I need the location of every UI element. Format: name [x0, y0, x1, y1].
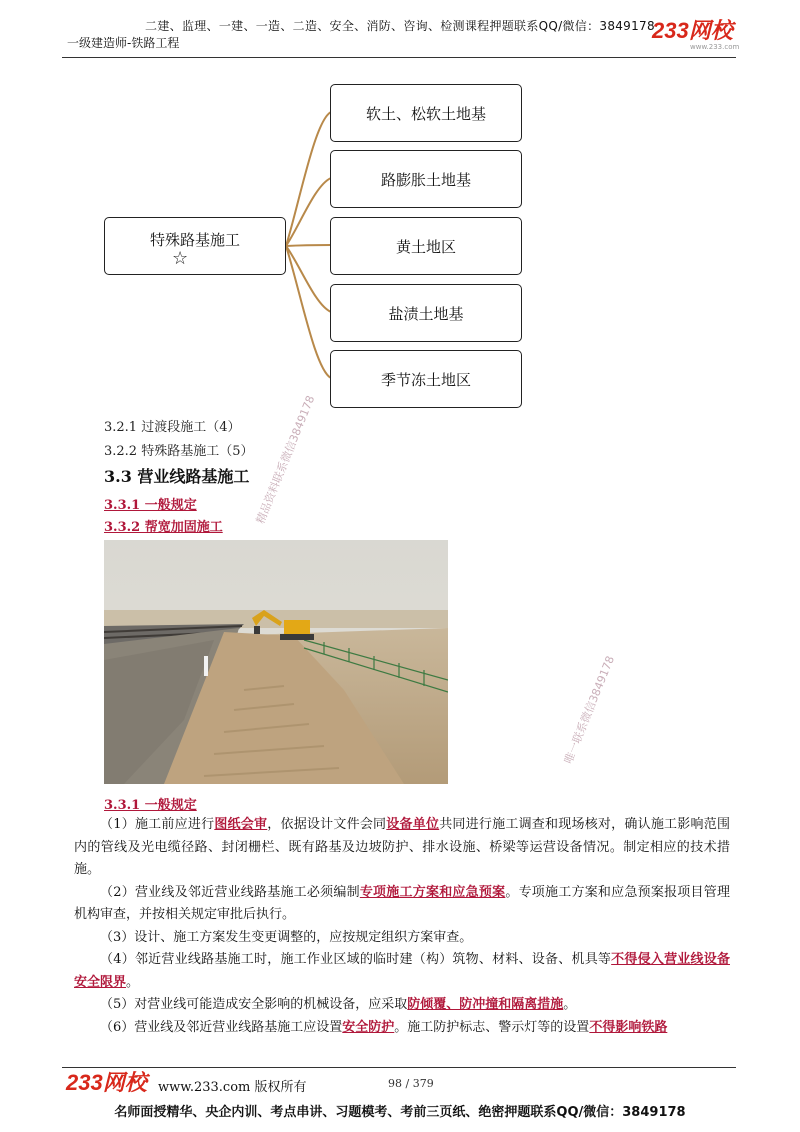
page-number: 98 / 379	[388, 1077, 434, 1090]
footer-ad-text: 名师面授精华、央企内训、考点串讲、习题模考、考前三页纸、绝密押题联系QQ/微信：3849178	[114, 1105, 686, 1120]
diagram-branch-node	[330, 150, 522, 208]
connector-3	[286, 245, 331, 246]
paragraph	[74, 1017, 730, 1040]
text-run: 。	[563, 997, 577, 1012]
paragraph	[74, 882, 730, 927]
text-run: （4）邻近营业线路基施工时，施工作业区域的临时建（构）筑物、材料、设备、机具等	[100, 952, 612, 967]
highlight-term: 不得侵入营业线设备安全限界	[74, 952, 730, 990]
text-run: 。施工防护标志、警示灯等的设置	[394, 1019, 590, 1035]
document-subtitle: 一级建造师-铁路工程	[67, 36, 180, 50]
text-run: 。	[126, 974, 140, 990]
text-run: ，依据设计文件会同	[267, 817, 387, 832]
diagram-branch-label: 季节冻土地区	[380, 370, 471, 389]
paragraph	[74, 949, 730, 994]
footer-copyright: www.233.com 版权所有	[158, 1080, 307, 1095]
text-run: （3）设计、施工方案发生变更调整的，应按规定组织方案审查。	[100, 929, 473, 945]
text-run: 共同进行施工调查和现场核对，确认施工影响范围内的管线及光电缆径路、封闭栅栏、既有路基及边坡防护、排水设施、桥梁等运营设备情况。制定相应的技术措施。	[74, 817, 730, 877]
footer-divider	[62, 1067, 736, 1068]
section-heading: 3.3 营业线路基施工	[104, 467, 250, 486]
link-3-3-1[interactable]: 3.3.1 一般规定	[104, 498, 197, 513]
subsection-heading-3-3-1: 3.3.1 一般规定	[104, 798, 197, 813]
footer-brand-logo: 233网校	[66, 1070, 147, 1095]
body-text	[74, 814, 730, 1039]
diagram-branch-label: 盐渍土地基	[388, 304, 464, 323]
construction-site-photo	[104, 540, 448, 784]
highlight-term: 不得影响铁路	[589, 1019, 668, 1035]
highlight-term: 防倾覆、防冲撞和隔离措施	[407, 997, 564, 1012]
paragraph	[74, 814, 730, 882]
diagram-branch-node	[330, 217, 522, 275]
watermark: 精品资料联系微信3849178	[253, 393, 318, 526]
connector-2	[286, 178, 331, 246]
highlight-term: 设备单位	[386, 817, 440, 832]
header-ad-text: 二建、监理、一建、一造、二造、安全、消防、咨询、检测课程押题联系QQ/微信：3849178	[145, 19, 655, 33]
text-run: （2）营业线及邻近营业线路基施工必须编制	[100, 884, 360, 900]
highlight-term: 专项施工方案和应急预案	[359, 884, 506, 900]
diagram-branch-node	[330, 350, 522, 408]
diagram-branch-node	[330, 284, 522, 342]
brand-logo-url: www.233.com	[690, 43, 740, 51]
diagram-branch-label: 黄土地区	[395, 237, 456, 256]
brand-logo: 233网校	[652, 18, 733, 43]
paragraph	[74, 927, 730, 950]
paragraph	[74, 994, 730, 1017]
diagram-branch-label: 路膨胀土地基	[380, 170, 471, 189]
diagram-branch-label: 软土、松软土地基	[365, 104, 486, 123]
text-run: （1）施工前应进行	[100, 817, 215, 832]
star-icon: ☆	[172, 248, 189, 269]
connector-4	[286, 246, 331, 312]
diagram-root-label: 特殊路基施工	[149, 230, 240, 249]
text-run: （5）对营业线可能造成安全影响的机械设备，应采取	[100, 997, 408, 1012]
link-3-3-2[interactable]: 3.3.2 帮宽加固施工	[104, 520, 223, 535]
highlight-term: 安全防护	[342, 1019, 395, 1035]
watermark: 唯一联系微信3849178	[561, 654, 617, 766]
outline-item-3-2-2: 3.2.2 特殊路基施工（5）	[104, 444, 254, 459]
connector-5	[286, 246, 331, 378]
outline-item-3-2-1: 3.2.1 过渡段施工（4）	[104, 420, 241, 435]
diagram-root-node	[104, 217, 286, 275]
text-run: （6）营业线及邻近营业线路基施工应设置	[100, 1019, 343, 1035]
diagram-branch-node	[330, 84, 522, 142]
highlight-term: 图纸会审	[214, 817, 268, 832]
connector-1	[286, 112, 331, 246]
text-run: 。专项施工方案和应急预案报项目管理机构审查，并按相关规定审批后执行。	[74, 884, 730, 922]
